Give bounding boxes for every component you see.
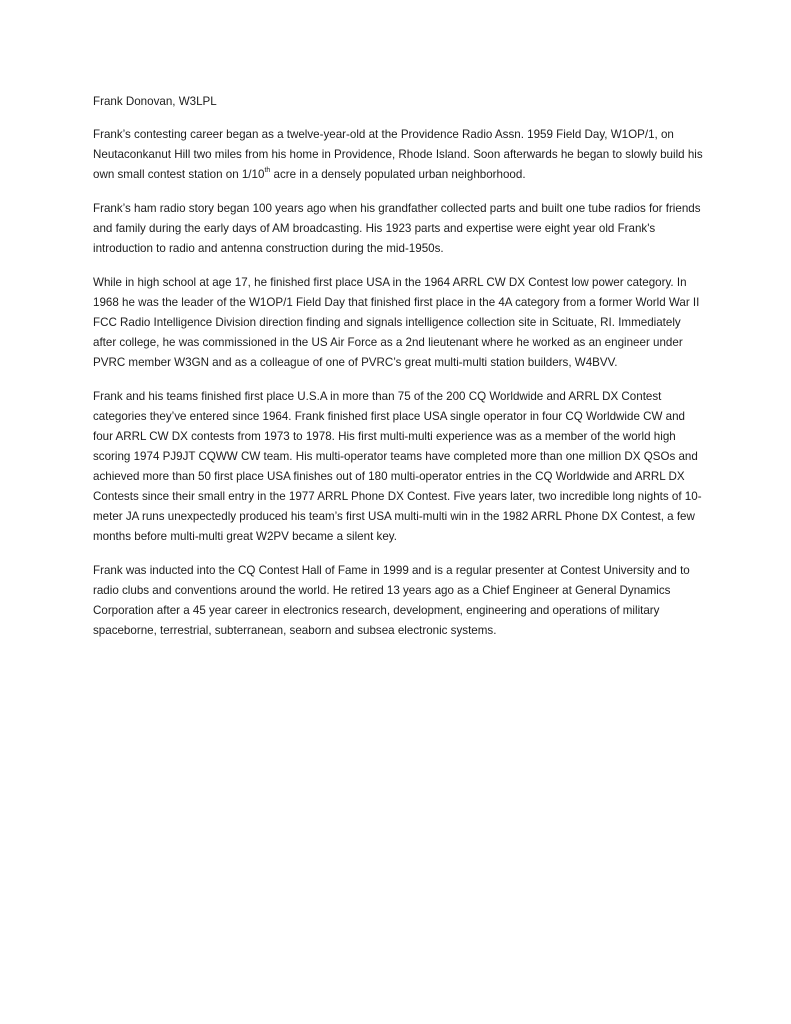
paragraph-high-school-air-force: While in high school at age 17, he finished first place USA in the 1964 ARRL CW DX Contest low power category. In 1968 he was the leader of the W1OP/1 Field Day that finished first place in the 4A category from a former World War II FCC Radio Intelligence Division direction finding and signals intelligence collection site in Scituate, RI. Immediately after college, he was commissioned in the US Air Force as a 2nd lieutenant where he worked as an engineer under PVRC member W3GN and as a colleague of one of PVRC’s great multi-multi station builders, W4BVV.: [93, 276, 700, 369]
superscript-th: th: [264, 167, 271, 175]
paragraph-ham-radio-story: Frank’s ham radio story began 100 years ago when his grandfather collected parts and built one tube radios for friends and family during the early days of AM broadcasting. His 1923 parts and expertise were eight year old Frank's introduction to radio and antenna construction during the mid-1950s.: [93, 202, 701, 255]
document-page: [93, 92, 705, 655]
paragraph-contesting-career: [93, 125, 705, 185]
paragraph-1-text: Frank’s contesting career began as a twelve-year-old at the Providence Radio Assn. 1959 Field Day, W1OP/1, on Neutaconkanut Hill two miles from his home in Providence, Rhode Island. Soon afterwards he began to slowly build his own small contest station on 1/10: [93, 128, 703, 181]
paragraph-hall-of-fame: Frank was inducted into the CQ Contest Hall of Fame in 1999 and is a regular presenter at Contest University and to radio clubs and conventions around the world. He retired 13 years ago as a Chief Engineer at General Dynamics Corporation after a 45 year career in electronics research, development, engineering and operations of military spaceborne, terrestrial, subterranean, seaborn and subsea electronic systems.: [93, 564, 690, 637]
paragraph-team-results: Frank and his teams finished first place U.S.A in more than 75 of the 200 CQ Worldwide and ARRL DX Contest categories they’ve entered since 1964. Frank finished first place USA single operator in four CQ Worldwide CW and four ARRL CW DX contests from 1973 to 1978. His first multi-multi experience was as a member of the world high scoring 1974 PJ9JT CQWW CW team. His multi-operator teams have completed more than one million DX QSOs and achieved more than 50 first place USA finishes out of 180 multi-operator entries in the CQ Worldwide and ARRL DX Contests since their small entry in the 1977 ARRL Phone DX Contest. Five years later, two incredible long nights of 10-meter JA runs unexpectedly produced his team’s first USA multi-multi win in the 1982 ARRL Phone DX Contest, a few months before multi-multi great W2PV became a silent key.: [93, 390, 702, 543]
paragraph-1-text-end: acre in a densely populated urban neighborhood.: [270, 168, 526, 181]
document-title: Frank Donovan, W3LPL: [93, 95, 217, 108]
